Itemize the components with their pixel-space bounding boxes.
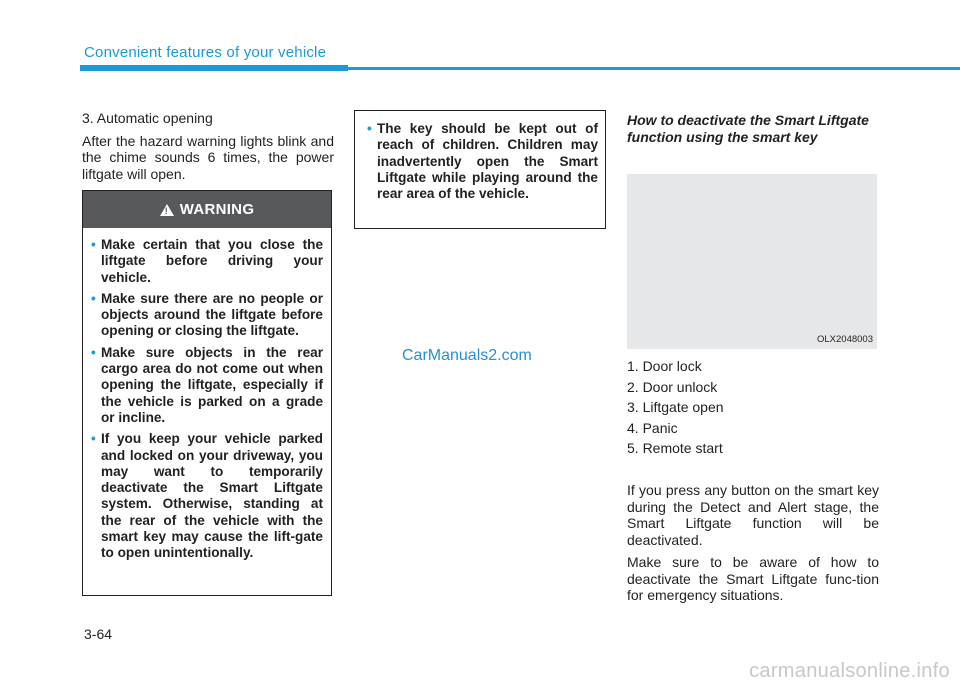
list-item: 5. Remote start [627,440,723,456]
list-item: 4. Panic [627,419,678,436]
list-item: 1. Door lock [627,358,702,374]
section-header-title: Convenient features of your vehicle [84,44,327,61]
note-bullet: • The key should be kept out of reach of children. Children may inadvertently open the Smart Liftgate while playing around the rear area of the vehicle. [377,121,598,202]
right-column-heading [627,112,879,155]
note-bullet-list [377,121,598,202]
warning-label: WARNING [179,201,255,218]
right-paragraphs [627,482,879,610]
warning-header [83,191,331,228]
smart-key-figure [627,174,877,349]
item-title: 3. Automatic opening [82,110,213,126]
button-list [627,358,879,461]
list-item: 2. Door unlock [627,378,718,395]
paragraph: Make sure to be aware of how to deactivate the Smart Liftgate func-tion for emergency situations. [627,554,879,603]
warning-bullet: • Make sure there are no people or objects around the liftgate before opening or closing the liftgate. [101,291,323,340]
paragraph: If you press any button on the smart key during the Detect and Alert stage, the Smart Liftgate function will be deactivated. [627,482,879,548]
watermark-link[interactable]: CarManuals2.com [402,347,532,364]
header-rule-accent [80,65,348,71]
note-box [354,110,606,229]
list-item: 3. Liftgate open [627,399,724,415]
warning-bullet: • If you keep your vehicle parked and locked on your driveway, you may want to temporarily deactivate the Smart Liftgate system. Otherwise, standing at the rear of the vehicle with the smart key may cause the lift-gate to open unintentionally. [101,431,323,561]
item-text: After the hazard warning lights blink and the chime sounds 6 times, the power liftgate will open. [82,132,334,182]
deactivate-section-title: How to deactivate the Smart Liftgate function using the smart key [627,112,869,145]
page-number: 3-64 [84,626,113,642]
figure-code: OLX2048003 [817,334,873,345]
warning-content [83,228,331,562]
warning-box [82,190,332,596]
warning-bullet-list [101,237,323,562]
header-rule [80,67,960,70]
site-watermark[interactable]: carmanualsonline.info [749,660,950,682]
warning-bullet: • Make certain that you close the liftgate before driving your vehicle. [101,237,323,286]
warning-triangle-icon: ! [160,204,174,216]
warning-bullet: • Make sure objects in the rear cargo area do not come out when opening the liftgate, especially if the vehicle is parked on a grade or incline. [101,345,323,426]
left-column [82,110,334,182]
